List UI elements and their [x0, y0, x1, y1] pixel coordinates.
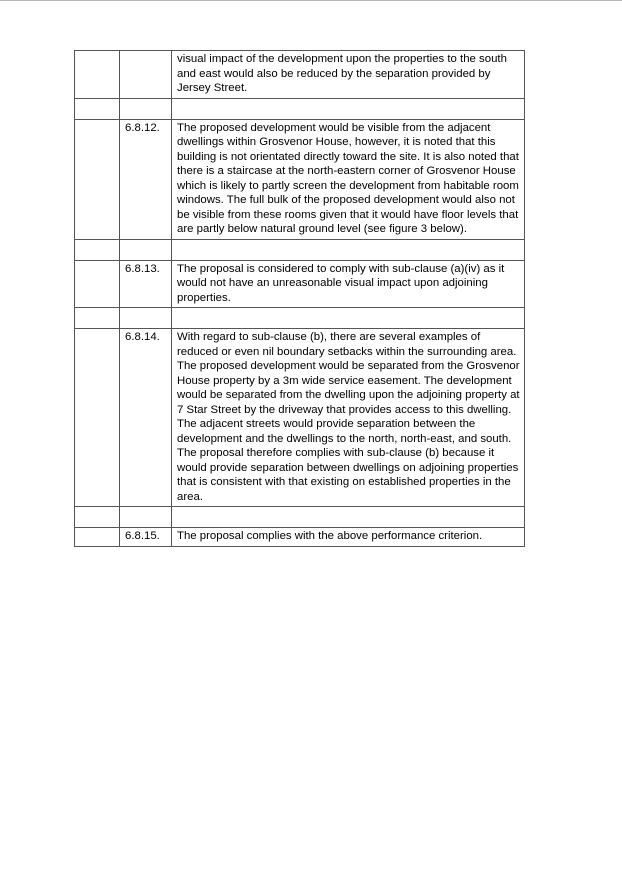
clause-number: 6.8.13.	[120, 260, 172, 308]
blank-cell	[75, 507, 120, 528]
blank-cell	[75, 308, 120, 329]
clause-text: With regard to sub-clause (b), there are several examples of reduced or even nil boundary setbacks within the surrounding area. The proposed development would be separated from the Grosvenor House property by a 3m wide service easement. The development would be separated from the dwelling upon the adjoining property at 7 Star Street by the driveway that provides access to this dwelling. The adjacent streets would provide separation between the development and the dwellings to the north, north-east, and south. The proposal therefore complies with sub-clause (b) because it would provide separation between dwellings on adjoining properties that is consistent with that existing on established properties in the area.	[172, 329, 525, 507]
blank-cell	[75, 528, 120, 547]
blank-cell	[120, 239, 172, 260]
clause-number: 6.8.14.	[120, 329, 172, 507]
blank-cell	[120, 98, 172, 119]
clause-number: 6.8.15.	[120, 528, 172, 547]
table-row	[75, 329, 525, 507]
blank-cell	[120, 308, 172, 329]
blank-cell	[75, 51, 120, 99]
blank-cell	[75, 119, 120, 239]
assessment-table	[74, 50, 525, 547]
spacer-row	[75, 507, 525, 528]
blank-cell	[75, 260, 120, 308]
table-row	[75, 119, 525, 239]
clause-number	[120, 51, 172, 99]
spacer-row	[75, 98, 525, 119]
blank-cell	[172, 239, 525, 260]
spacer-row	[75, 239, 525, 260]
blank-cell	[172, 507, 525, 528]
clause-number: 6.8.12.	[120, 119, 172, 239]
blank-cell	[120, 507, 172, 528]
blank-cell	[75, 98, 120, 119]
blank-cell	[172, 308, 525, 329]
clause-text: The proposed development would be visible from the adjacent dwellings within Grosvenor House, however, it is noted that this building is not orientated directly toward the site. It is also noted that there is a staircase at the north-eastern corner of Grosvenor House which is likely to partly screen the development from habitable room windows. The full bulk of the proposed development would also not be visible from these rooms given that it would have floor levels that are partly below natural ground level (see figure 3 below).	[172, 119, 525, 239]
clause-text: The proposal complies with the above performance criterion.	[172, 528, 525, 547]
clause-text: The proposal is considered to comply with sub-clause (a)(iv) as it would not have an unreasonable visual impact upon adjoining properties.	[172, 260, 525, 308]
table-row	[75, 528, 525, 547]
table-row	[75, 260, 525, 308]
table-row	[75, 51, 525, 99]
blank-cell	[75, 239, 120, 260]
blank-cell	[172, 98, 525, 119]
page-top-border	[0, 0, 622, 1]
blank-cell	[75, 329, 120, 507]
clause-text: visual impact of the development upon the properties to the south and east would also be reduced by the separation provided by Jersey Street.	[172, 51, 525, 99]
spacer-row	[75, 308, 525, 329]
